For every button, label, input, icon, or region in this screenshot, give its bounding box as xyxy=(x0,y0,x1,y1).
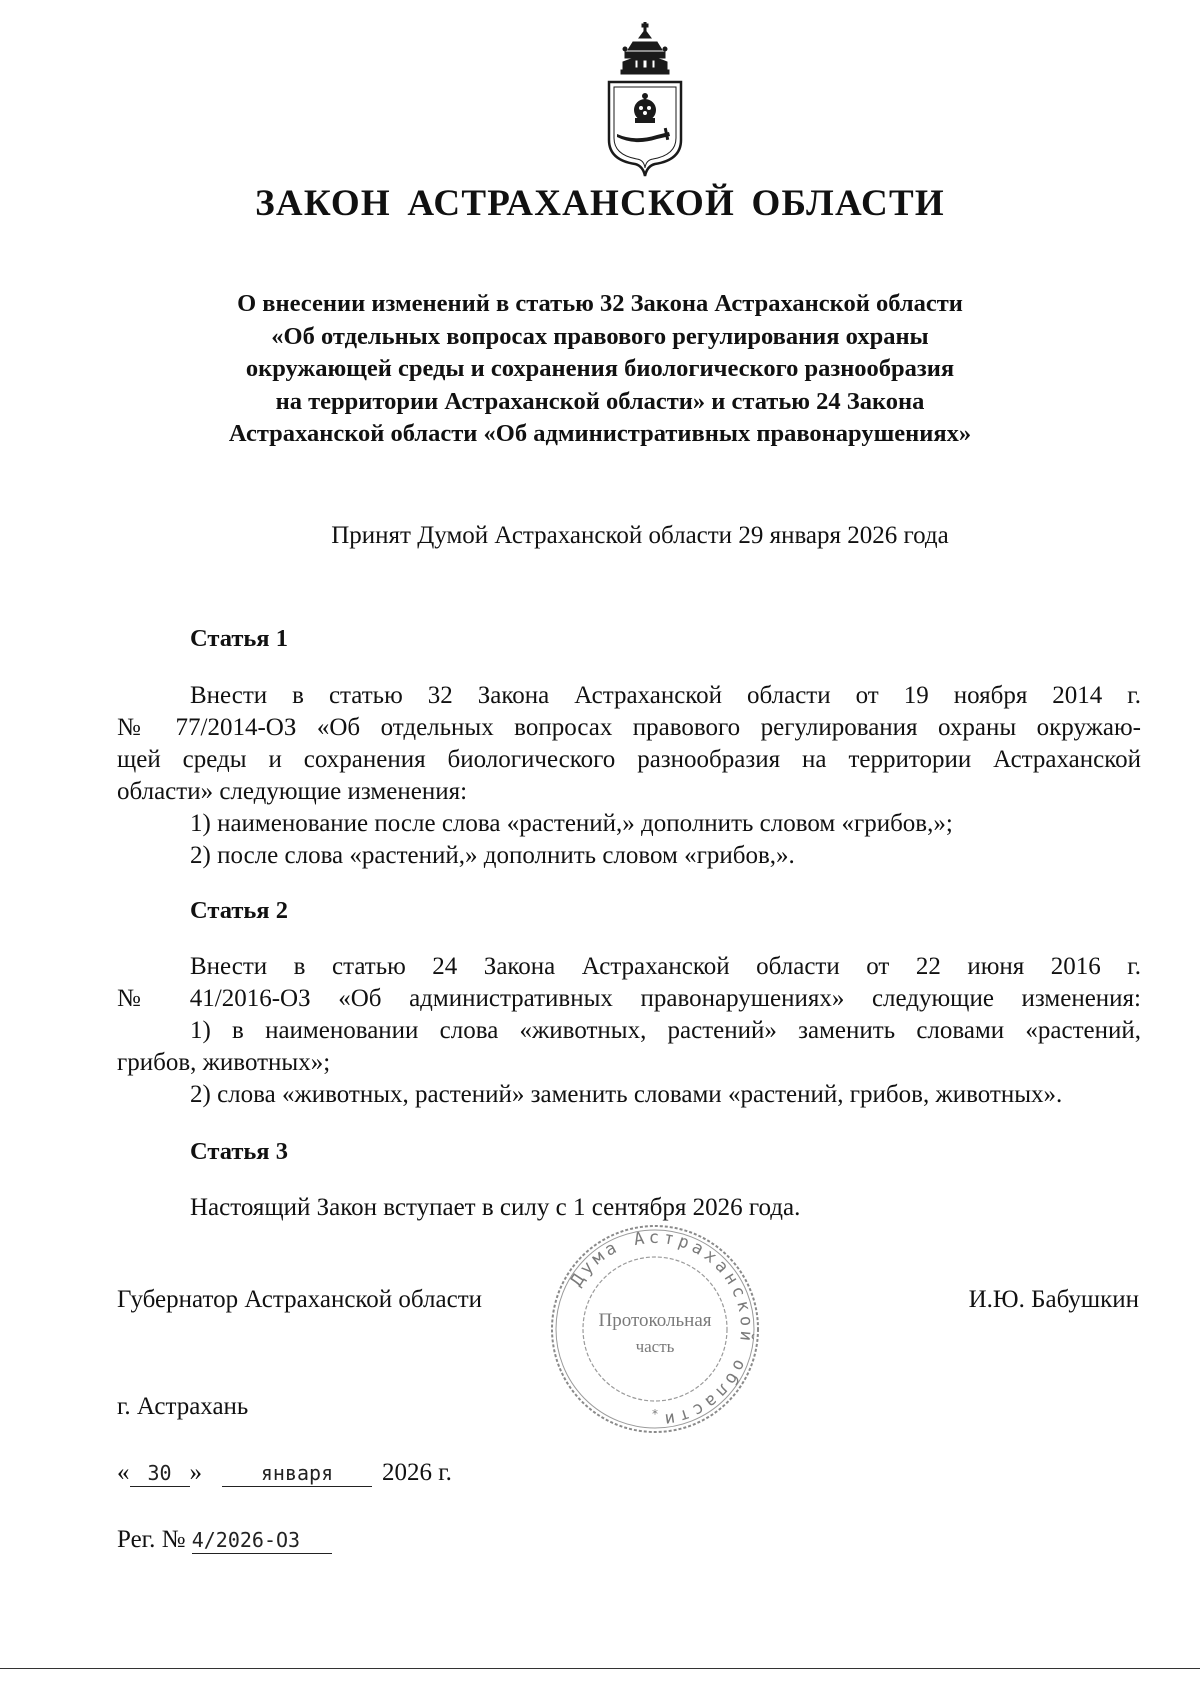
reg-label: Рег. № xyxy=(117,1526,186,1553)
article-1-text-line: щей среды и сохранения биологического разнообразия на территории Астраханской xyxy=(117,746,1141,773)
date-day: 30 xyxy=(130,1460,190,1487)
article-2-heading: Статья 2 xyxy=(190,897,288,924)
article-2-item-1: 1) в наименовании слова «животных, растений» заменить словами «растений, xyxy=(190,1017,1141,1044)
date-open-quote: « xyxy=(117,1459,130,1486)
subtitle-line: «Об отдельных вопросах правового регулирования охраны xyxy=(271,322,929,350)
bottom-divider xyxy=(0,1668,1200,1669)
article-1-text-line: Внести в статью 32 Закона Астраханской области от 19 ноября 2014 г. xyxy=(190,682,1141,709)
article-1-text-line: области» следующие изменения: xyxy=(117,778,468,805)
signing-date xyxy=(117,1459,452,1487)
duma-stamp xyxy=(548,1222,762,1436)
article-2-item-1-cont: грибов, животных»; xyxy=(117,1049,331,1076)
date-close-quote: » xyxy=(189,1459,202,1486)
article-2-item-2: 2) слова «животных, растений» заменить словами «растений, грибов, животных». xyxy=(190,1081,1063,1108)
subtitle-line: Астраханской области «Об административных правонарушениях» xyxy=(228,420,972,447)
reg-number: 4/2026-ОЗ xyxy=(192,1527,332,1554)
registration-number xyxy=(117,1526,332,1554)
city: г. Астрахань xyxy=(117,1393,249,1420)
law-subtitle xyxy=(150,288,1050,451)
subtitle-line: окружающей среды и сохранения биологического разнообразия xyxy=(245,355,955,382)
stamp-center-text: часть xyxy=(635,1337,675,1356)
article-1-heading: Статья 1 xyxy=(190,625,288,652)
date-month: января xyxy=(222,1460,372,1487)
article-1-text-line: № 77/2014-ОЗ «Об отдельных вопросах правового регулирования охраны окружаю- xyxy=(117,714,1141,741)
article-3-heading: Статья 3 xyxy=(190,1138,288,1165)
article-1-item-1: 1) наименование после слова «растений,» дополнить словом «грибов,»; xyxy=(190,810,953,837)
article-1-item-2: 2) после слова «растений,» дополнить словом «грибов,». xyxy=(190,842,795,869)
signatory-position: Губернатор Астраханской области xyxy=(117,1286,483,1313)
article-3-text-line: Настоящий Закон вступает в силу с 1 сентября 2026 года. xyxy=(190,1194,801,1221)
astrakhan-coat-of-arms-icon xyxy=(595,22,695,182)
subtitle-line: О внесении изменений в статью 32 Закона Астраханской области xyxy=(237,290,963,317)
stamp-center-text: Протокольная xyxy=(598,1310,712,1331)
subtitle-line: на территории Астраханской области» и статью 24 Закона xyxy=(275,387,925,415)
stamp-star-icon: * xyxy=(652,1407,658,1421)
article-2-text-line: № 41/2016-ОЗ «Об административных правонарушениях» следующие изменения: xyxy=(117,985,1141,1012)
document-title: ЗАКОН АСТРАХАНСКОЙ ОБЛАСТИ xyxy=(255,183,945,224)
signatory-name: И.Ю. Бабушкин xyxy=(968,1286,1139,1313)
date-year: 2026 г. xyxy=(382,1459,452,1486)
article-2-text-line: Внести в статью 24 Закона Астраханской области от 22 июня 2016 г. xyxy=(190,953,1141,980)
stamp-ring-text: Дума Астраханской области xyxy=(566,1227,757,1431)
adoption-note: Принят Думой Астраханской области 29 января 2026 года xyxy=(331,522,949,549)
